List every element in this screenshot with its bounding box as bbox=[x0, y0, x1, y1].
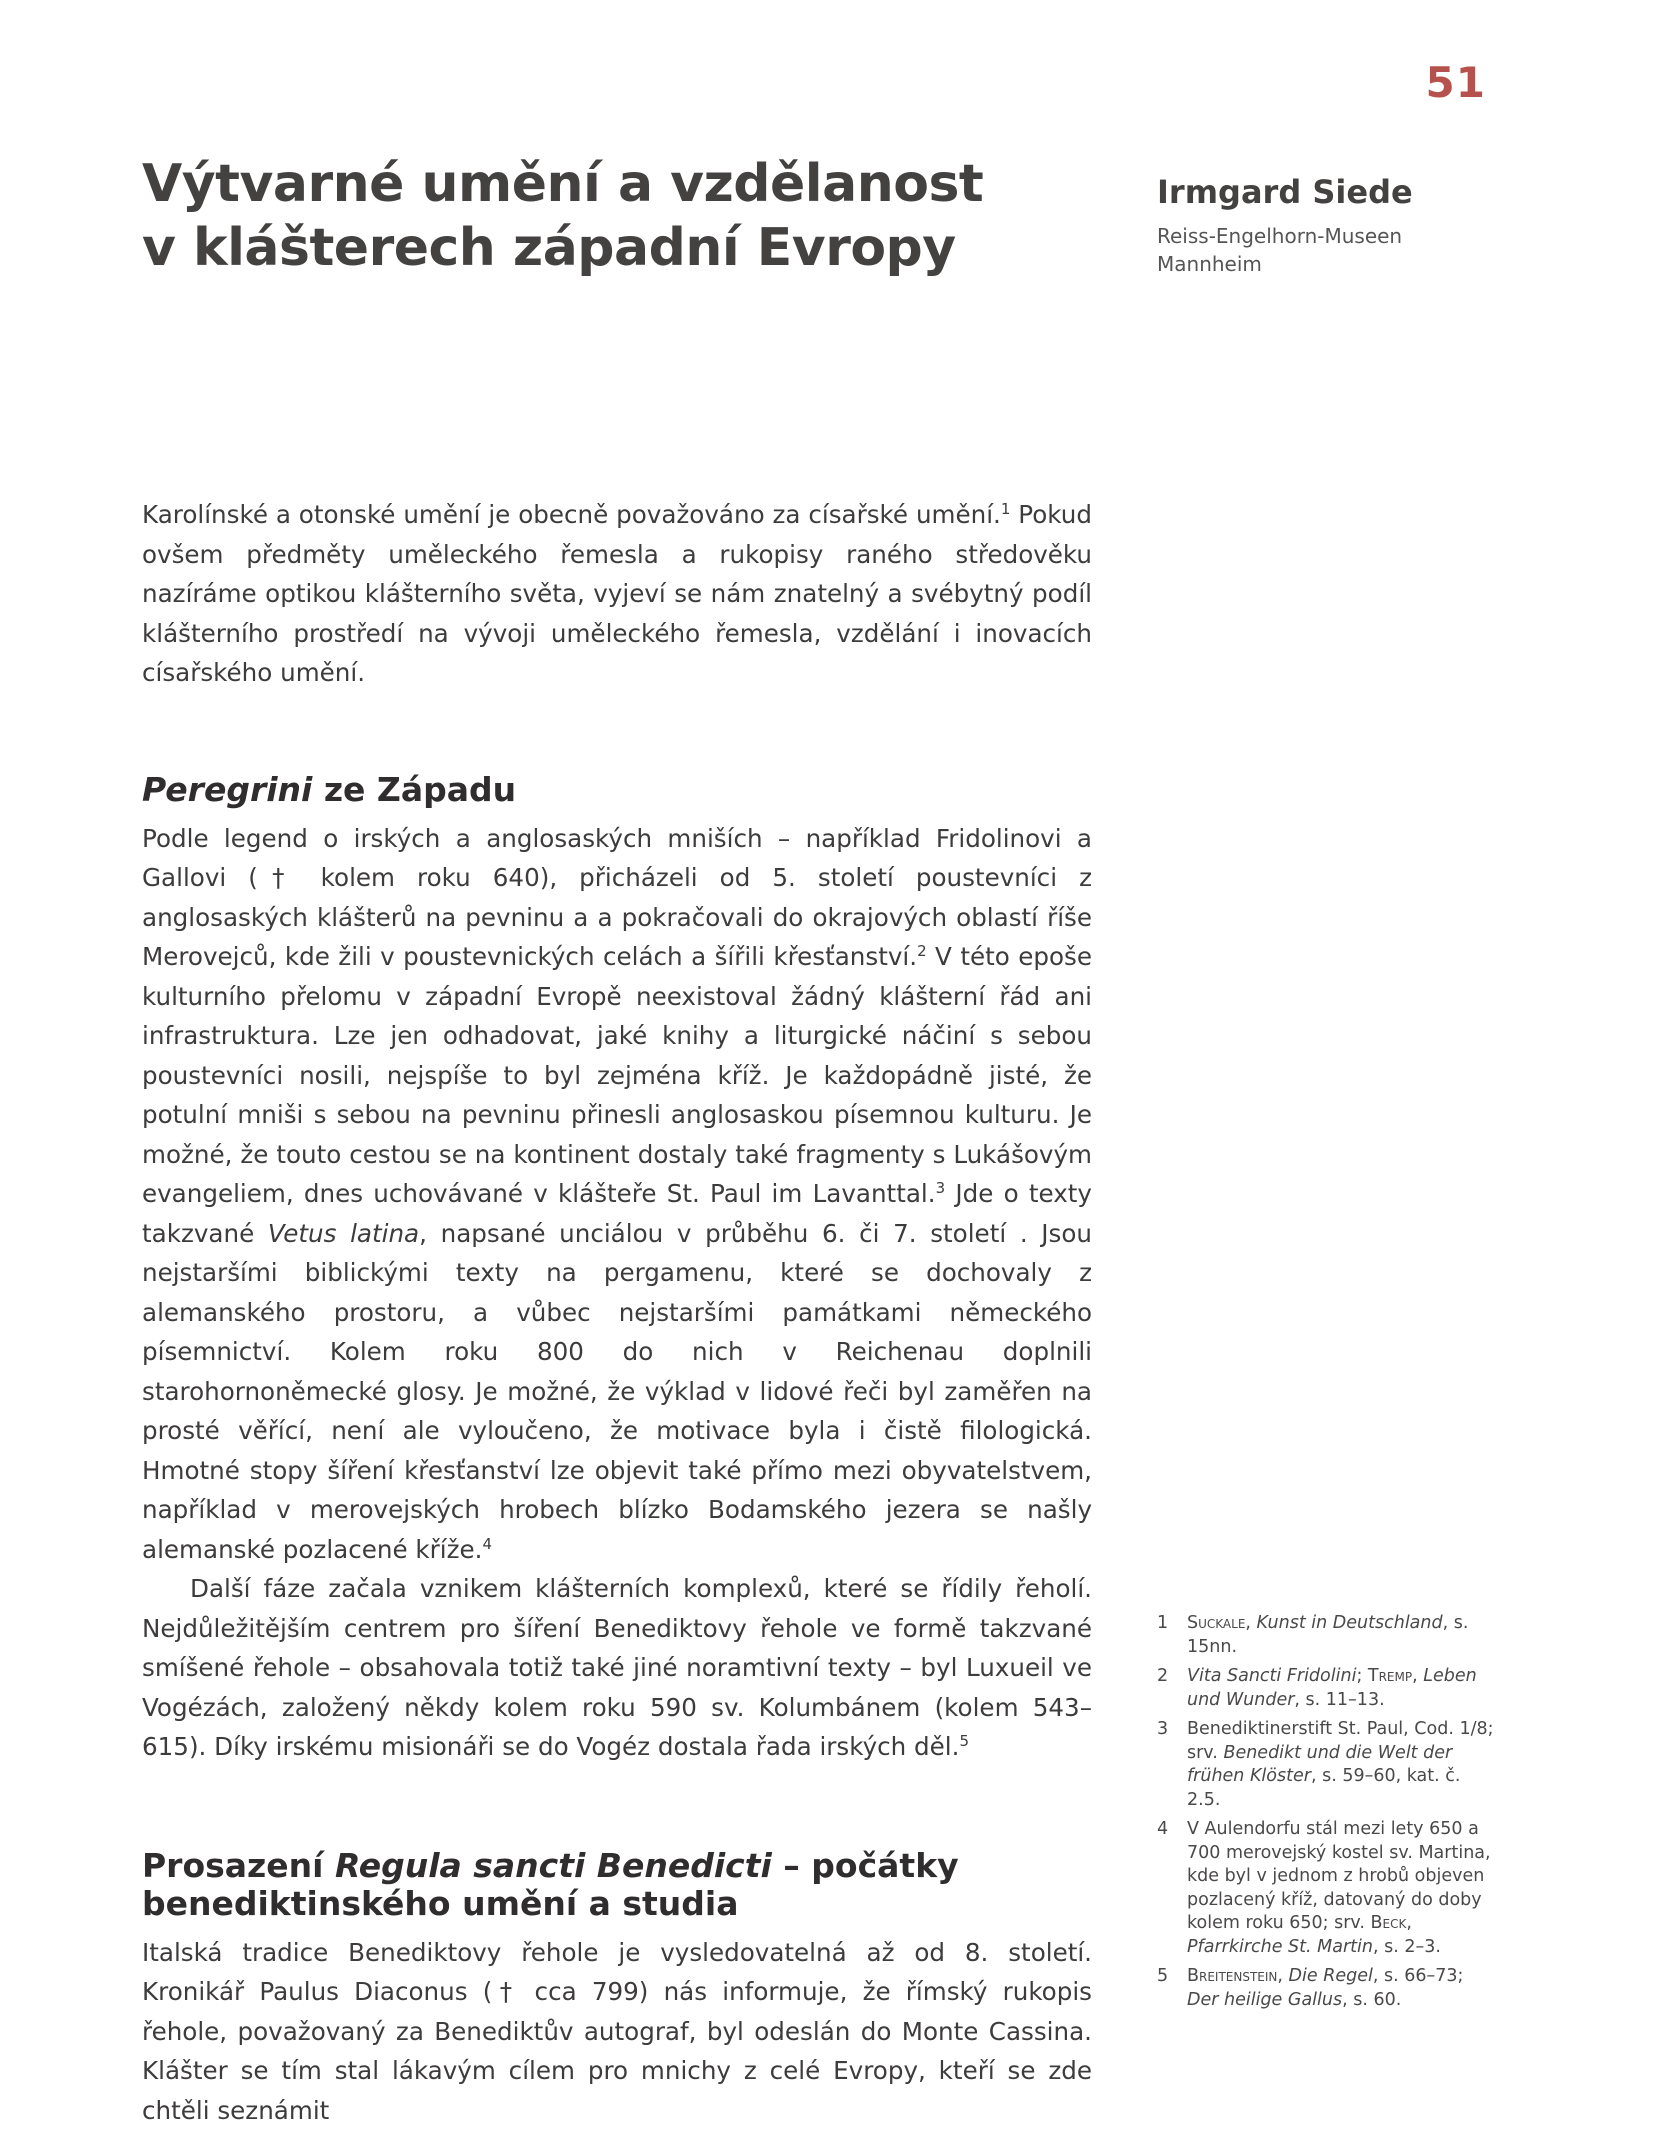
footnote-ref-1: 1 bbox=[1000, 499, 1011, 518]
section1-paragraph-1: Podle legend o irských a anglosaských mniších – například Fridolinovi a Gallovi († kolem roku 640), přicházeli od 5. století poustevníci z anglosaských klášterů na pevninu a a pokračovali do okrajových oblastí říše Merovejců, kde žili v poustevnických celách a šířili křesťanství.$^2$ V této epoše kulturního přelomu v západní Evropě neexistoval žádný klášterní řád ani infrastruktura. Lze jen odhadovat, jaké knihy a liturgické náčiní s sebou poustevníci nosili, nejspíše to byl zejména kříž. Je každopádně jisté, že potulní mniši s sebou na pevninu přinesli anglosaskou písemnou kulturu. Je možné, že touto cestou se na kontinent dostaly také fragmenty s Lukášovým evangeliem, dnes uchovávané v klášteře St. Paul im Lavanttal.$^3$ Jde o texty takzvané Vetus latina, napsané unciálou v průběhu 6. či 7. století . Jsou nejstaršími biblickými texty na pergamenu, které se dochovaly z alemanského prostoru, a vůbec nejstaršími památkami německého písemnictví. Kolem roku 800 do nich v Reichenau doplnili starohornoněmecké glosy. Je možné, že výklad v lidové řeči byl zaměřen na prosté věřící, není ale vyloučeno, že motivace byla i čistě filologická. Hmotné stopy šíření křesťanství lze objevit také přímo mezi obyvatelstvem, například v merovejských hrobech blízko Bodamského jezera se našly alemanské pozlacené kříže.$^4$ bbox=[142, 823, 1092, 1564]
section-heading-regula: Prosazení Regula sancti Benedicti – počátky benediktinského umění a studia bbox=[142, 1845, 959, 1923]
footnote-ref-2: 2 bbox=[917, 941, 927, 960]
footnotes bbox=[1157, 1612, 1497, 2018]
main-text bbox=[142, 495, 1092, 2130]
footnote-ref-5: 5 bbox=[959, 1731, 969, 1750]
section2-paragraph-1: Italská tradice Benediktovy řehole je vysledovatelná až od 8. století. Kronikář Paulus Diaconus († cca 799) nás informuje, že římský rukopis řehole, považovaný za Benediktův autograf, byl odeslán do Monte Cassina. Klášter se tím stal lákavým cílem pro mnichy z celé Evropy, kteří se zde chtěli seznámit bbox=[142, 1937, 1092, 2125]
title-line-2: v klášterech západní Evropy bbox=[142, 218, 956, 278]
affiliation-line-1: Reiss-Engelhorn-Museen bbox=[1157, 224, 1403, 248]
footnote-ref-4: 4 bbox=[482, 1534, 493, 1553]
affiliation-line-2: Mannheim bbox=[1157, 252, 1262, 276]
footnote: 2 Vita Sancti Fridolini; Tremp, Leben und Wunder, s. 11–13. bbox=[1157, 1666, 1477, 1710]
intro-paragraph: Karolínské a otonské umění je obecně považováno za císařské umění.$^1$ Pokud ovšem předměty uměleckého řemesla a rukopisy raného středověku nazíráme optikou klášterního světa, vyjeví se nám znatelný a svébytný podíl klášterního prostředí na vývoji uměleckého řemesla, vzdělání i inovacích císařského umění. bbox=[142, 499, 1092, 687]
article-title bbox=[142, 152, 1042, 280]
footnote: 4 V Aulendorfu stál mezi lety 650 a 700 merovejský kostel sv. Martina, kde byl v jednom z hrobů objeven pozlacený kříž, datovaný do doby kolem roku 650; srv. Beck, Pfarrkirche St. Martin, s. 2–3. bbox=[1157, 1819, 1491, 1957]
page-number: 51 bbox=[1425, 58, 1486, 107]
author-affiliation bbox=[1157, 222, 1497, 278]
section-heading-peregrini: Peregrini ze Západu bbox=[142, 769, 517, 809]
title-line-1: Výtvarné umění a vzdělanost bbox=[142, 154, 984, 214]
footnote: 5 Breitenstein, Die Regel, s. 66–73; Der heilige Gallus, s. 60. bbox=[1157, 1966, 1464, 2010]
footnote: 1 Suckale, Kunst in Deutschland, s. 15nn. bbox=[1157, 1613, 1469, 1657]
author-name: Irmgard Siede bbox=[1157, 173, 1413, 211]
section1-paragraph-2: Další fáze začala vznikem klášterních komplexů, které se řídily řeholí. Nejdůležitějším centrem pro šíření Benediktovy řehole ve formě takzvané smíšené řehole – obsahovala totiž také jiné noramtivní texty – byl Luxueil ve Vogézách, založený někdy kolem roku 590 sv. Kolumbánem (kolem 543–615). Díky irskému misionáři se do Vogéz dostala řada irských děl.$^5$ bbox=[142, 1574, 1092, 1761]
author-block bbox=[1157, 172, 1497, 278]
footnote-ref-3: 3 bbox=[935, 1178, 946, 1197]
footnote: 3 Benediktinerstift St. Paul, Cod. 1/8; srv. Benedikt und die Welt der frühen Klöster, s. 59–60, kat. č. 2.5. bbox=[1157, 1719, 1494, 1810]
